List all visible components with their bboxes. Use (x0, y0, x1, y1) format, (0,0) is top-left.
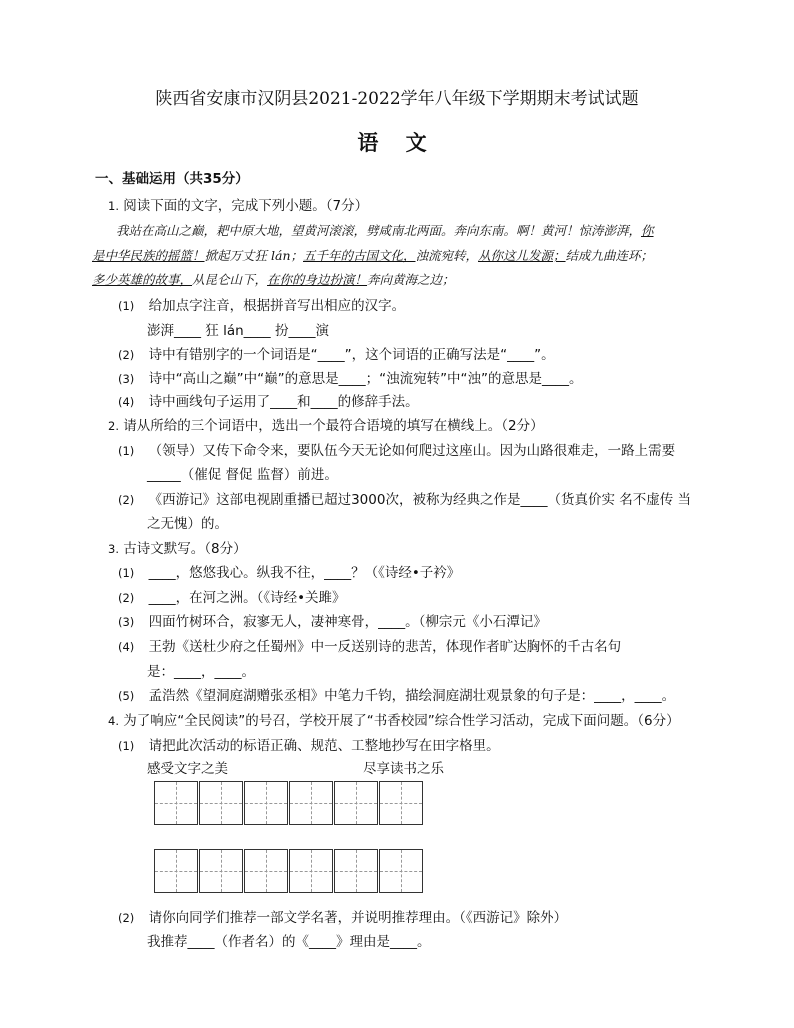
grid-cell[interactable] (199, 849, 243, 893)
question-text: 请从所给的三个词语中，选出一个最符合语境的填写在横线上。（2分） (123, 418, 544, 434)
sub-number: (3) (118, 615, 135, 629)
passage-text: 从昆仑山下， (192, 272, 268, 287)
sub-text: 请把此次活动的标语正确、规范、工整地抄写在田字格里。 (148, 738, 500, 754)
underlined-text: 从你这儿发源； (478, 248, 566, 263)
sub-number: (1) (118, 299, 135, 313)
sub-question (118, 343, 555, 363)
question-text: 阅读下面的文字，完成下列小题。（7分） (123, 198, 369, 214)
question-4 (108, 709, 680, 729)
question-number: 1. (108, 199, 119, 213)
sub-number: (2) (118, 591, 135, 605)
passage-text: 奔向黄海之边； (367, 272, 455, 287)
sub-number: (2) (118, 348, 135, 362)
section-heading: 一、基础运用（共35分） (95, 171, 249, 187)
question-3 (108, 537, 247, 557)
writing-grid-row-2[interactable] (154, 849, 424, 895)
slogan-right: 尽享读书之乐 (363, 761, 444, 777)
sub-question (118, 635, 621, 655)
grid-cell[interactable] (379, 849, 423, 893)
sub-question (118, 906, 567, 926)
question-text: 为了响应“全民阅读”的号召，学校开展了“书香校园”综合性学习活动，完成下面问题。（6分） (123, 713, 680, 729)
sub-text: 请你向同学们推荐一部文学名著，并说明推荐理由。（《西游记》除外） (148, 910, 568, 926)
sub-number: (4) (118, 640, 135, 654)
sub-number: (1) (118, 566, 135, 580)
grid-cell[interactable] (199, 781, 243, 825)
sub-question (118, 294, 405, 314)
sub-question (118, 610, 547, 630)
sub-text: ____，悠悠我心。纵我不往，____？（《诗经•子衿》 (148, 565, 461, 581)
question-number: 4. (108, 714, 119, 728)
passage-line-1 (116, 221, 654, 239)
sub-text: 诗中“高山之巅”中“巅”的意思是____；“浊流宛转”中“浊”的意思是____。 (148, 371, 583, 387)
passage-text: 掀起万丈狂 lán； (204, 248, 303, 263)
sub-question (118, 439, 675, 459)
sub-text: ____，在河之洲。（《诗经•关雎》 (148, 590, 346, 606)
sub-question (118, 390, 419, 410)
sub-number: (2) (118, 911, 135, 925)
grid-cell[interactable] (154, 781, 198, 825)
sub-number: (3) (118, 372, 135, 386)
writing-grid-row-1[interactable] (154, 781, 424, 827)
passage-line-3 (92, 270, 455, 288)
passage-text: 浊流宛转， (415, 248, 479, 263)
sub-question-line: 我推荐____（作者名）的《____》理由是____。 (147, 934, 431, 950)
underlined-text: 五千年的古国文化， (303, 248, 416, 263)
grid-cell[interactable] (244, 849, 288, 893)
grid-cell[interactable] (244, 781, 288, 825)
sub-question (118, 586, 346, 606)
slogan-left: 感受文字之美 (147, 761, 228, 777)
sub-text: 孟浩然《望洞庭湖赠张丞相》中笔力千钧，描绘洞庭湖壮观景象的句子是：____，____。 (148, 688, 676, 704)
grid-cell[interactable] (289, 849, 333, 893)
sub-text: 诗中画线句子运用了____和____的修辞手法。 (148, 394, 419, 410)
grid-cell[interactable] (154, 849, 198, 893)
sub-question (118, 684, 675, 704)
sub-question-line: _____（催促 督促 监督）前进。 (147, 467, 338, 483)
sub-question (118, 367, 583, 387)
question-1 (108, 194, 368, 214)
sub-question (118, 734, 500, 754)
sub-text: （领导）又传下命令来，要队伍今天无论如何爬过这座山。因为山路很难走，一路上需要 (148, 443, 676, 459)
sub-question-line: 澎湃____ 狂 lán____ 扮____演 (147, 323, 329, 339)
sub-question (118, 488, 691, 508)
sub-text: 王勃《送杜少府之任蜀州》中一反送别诗的悲苦，体现作者旷达胸怀的千古名句 (148, 639, 622, 655)
sub-text: 《西游记》这部电视剧重播已超过3000次，被称为经典之作是____（货真价实 名不虚传 当 (148, 492, 692, 508)
sub-number: (4) (118, 395, 135, 409)
question-number: 3. (108, 542, 119, 556)
grid-cell[interactable] (289, 781, 333, 825)
sub-text: 给加点字注音，根据拼音写出相应的汉字。 (148, 298, 406, 314)
subject-title: 语 文 (357, 130, 437, 155)
sub-number: (5) (118, 689, 135, 703)
underlined-text: 在你的身边扮演！ (267, 272, 368, 287)
underlined-text: 多少英雄的故事， (92, 272, 193, 287)
grid-cell[interactable] (334, 781, 378, 825)
passage-text: 我站在高山之巅，耙中原大地，望黄河滚滚，劈咸南北两面。奔向东南。啊！黄河！惊涛澎湃， (116, 223, 642, 238)
sub-text: 诗中有错别字的一个词语是“____”，这个词语的正确写法是“____”。 (148, 347, 555, 363)
sub-text: 四面竹树环合，寂寥无人，凄神寒骨，____。（柳宗元《小石潭记》 (148, 614, 547, 630)
passage-line-2 (92, 246, 653, 264)
sub-number: (1) (118, 739, 135, 753)
sub-number: (1) (118, 444, 135, 458)
underlined-text: 你 (641, 223, 654, 238)
question-text: 古诗文默写。（8分） (123, 541, 247, 557)
question-number: 2. (108, 419, 119, 433)
underlined-text: 是中华民族的摇篮！ (92, 248, 205, 263)
sub-question-line: 是：____，____。 (147, 664, 255, 680)
document-title: 陕西省安康市汉阴县2021-2022学年八年级下学期期末考试试题 (155, 89, 639, 109)
passage-text: 结成九曲连环； (565, 248, 654, 263)
sub-question-line: 之无愧）的。 (147, 516, 228, 532)
sub-number: (2) (118, 493, 135, 507)
question-2 (108, 414, 544, 434)
grid-cell[interactable] (379, 781, 423, 825)
sub-question (118, 561, 460, 581)
grid-cell[interactable] (334, 849, 378, 893)
